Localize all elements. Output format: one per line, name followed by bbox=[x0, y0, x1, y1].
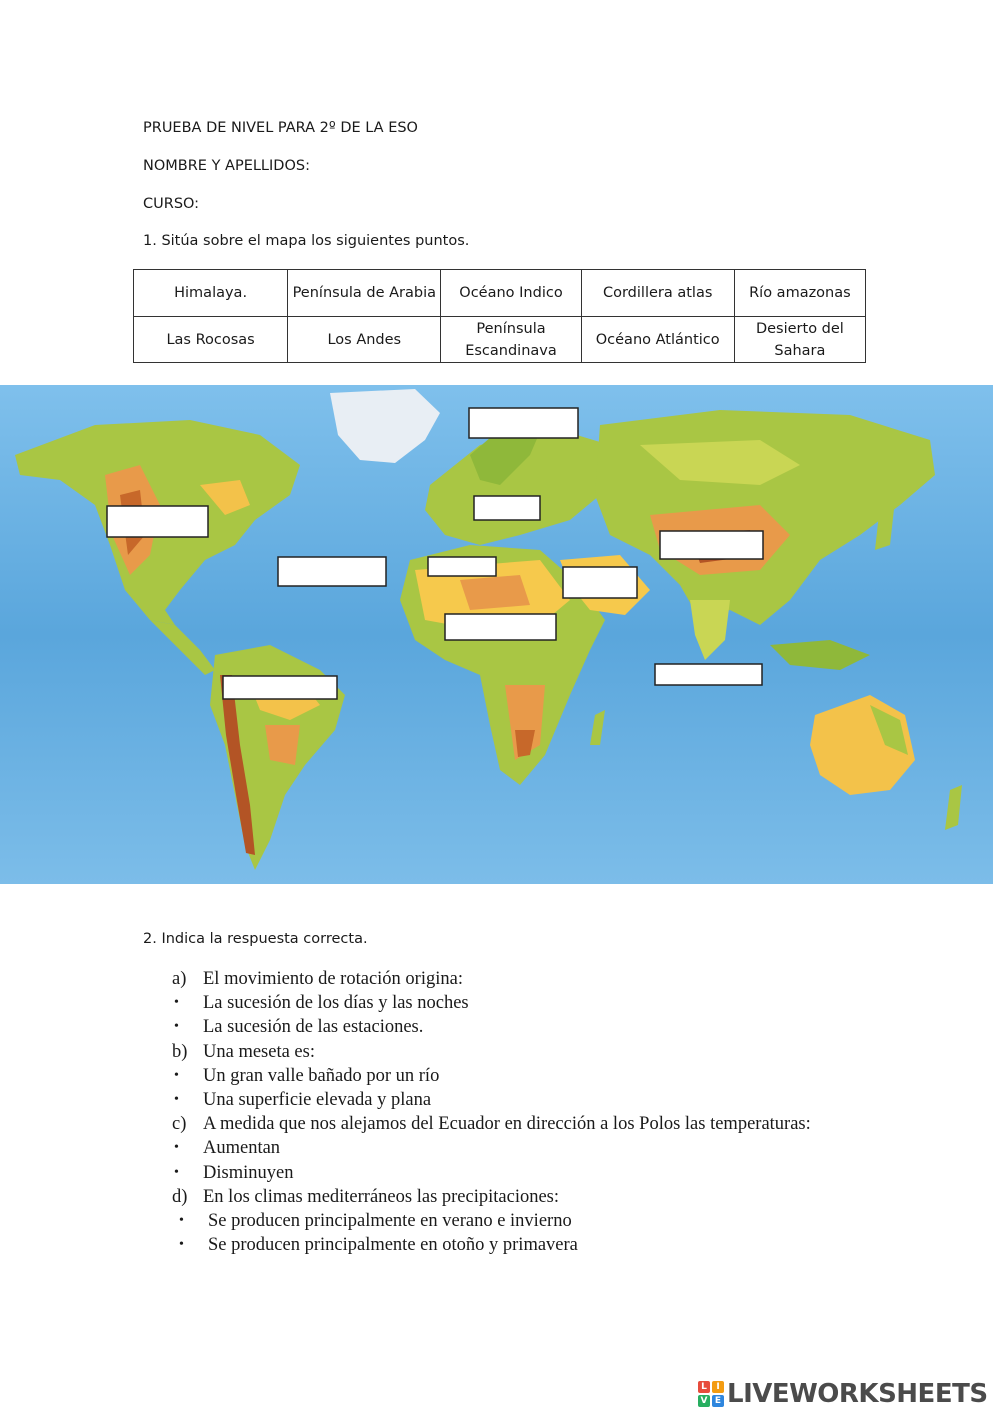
option-choice[interactable]: • La sucesión de los días y las noches bbox=[174, 993, 469, 1014]
place-cell: Península Escandinava bbox=[441, 317, 581, 363]
place-cell: Himalaya. bbox=[134, 270, 288, 317]
answer-options bbox=[172, 967, 812, 1257]
places-table bbox=[133, 269, 866, 363]
place-cell: Cordillera atlas bbox=[581, 270, 734, 317]
place-cell: Desierto del Sahara bbox=[734, 317, 865, 363]
course-label: CURSO: bbox=[143, 196, 200, 212]
place-cell: Península de Arabia bbox=[288, 270, 441, 317]
option-choice[interactable]: • Disminuyen bbox=[174, 1162, 294, 1183]
answer-box-indian-ocean[interactable] bbox=[655, 664, 762, 685]
place-cell: Los Andes bbox=[288, 317, 441, 363]
place-cell: Las Rocosas bbox=[134, 317, 288, 363]
option-choice[interactable]: • Un gran valle bañado por un río bbox=[174, 1065, 440, 1086]
answer-box-rockies[interactable] bbox=[107, 506, 208, 537]
worksheet-title: PRUEBA DE NIVEL PARA 2º DE LA ESO bbox=[143, 120, 418, 136]
liveworksheets-logo bbox=[698, 1377, 988, 1411]
option-heading: d) En los climas mediterráneos las precipitaciones: bbox=[172, 1186, 560, 1207]
option-choice[interactable]: • Se producen principalmente en verano e invierno bbox=[179, 1211, 572, 1232]
option-choice[interactable]: • Una superficie elevada y plana bbox=[174, 1090, 432, 1111]
option-choice[interactable]: • Aumentan bbox=[174, 1138, 281, 1159]
answer-box-scandinavia[interactable] bbox=[469, 408, 578, 438]
place-cell: Río amazonas bbox=[734, 270, 865, 317]
answer-box-himalaya[interactable] bbox=[660, 531, 763, 559]
question-1: 1. Sitúa sobre el mapa los siguientes puntos. bbox=[143, 233, 470, 249]
answer-box-sahara[interactable] bbox=[445, 614, 556, 640]
answer-box-arabia[interactable] bbox=[563, 567, 637, 598]
name-label: NOMBRE Y APELLIDOS: bbox=[143, 158, 310, 174]
logo-mark-icon: L I V E bbox=[698, 1381, 724, 1407]
answer-box-atlantic[interactable] bbox=[278, 557, 386, 586]
answer-box-amazon[interactable] bbox=[223, 676, 337, 699]
option-choice[interactable]: • Se producen principalmente en otoño y primavera bbox=[179, 1235, 578, 1256]
option-heading: a) El movimiento de rotación origina: bbox=[172, 969, 463, 989]
place-cell: Océano Atlántico bbox=[581, 317, 734, 363]
option-choice[interactable]: • La sucesión de las estaciones. bbox=[174, 1017, 424, 1038]
answer-box-europe[interactable] bbox=[474, 496, 540, 520]
option-heading: b) Una meseta es: bbox=[172, 1041, 315, 1062]
answer-box-atlas[interactable] bbox=[428, 557, 496, 576]
question-2: 2. Indica la respuesta correcta. bbox=[143, 931, 368, 947]
option-heading: c) A medida que nos alejamos del Ecuador en dirección a los Polos las temperaturas: bbox=[172, 1114, 811, 1135]
world-physical-map bbox=[0, 385, 993, 884]
logo-text: LIVEWORKSHEETS bbox=[727, 1379, 988, 1409]
place-cell: Océano Indico bbox=[441, 270, 581, 317]
